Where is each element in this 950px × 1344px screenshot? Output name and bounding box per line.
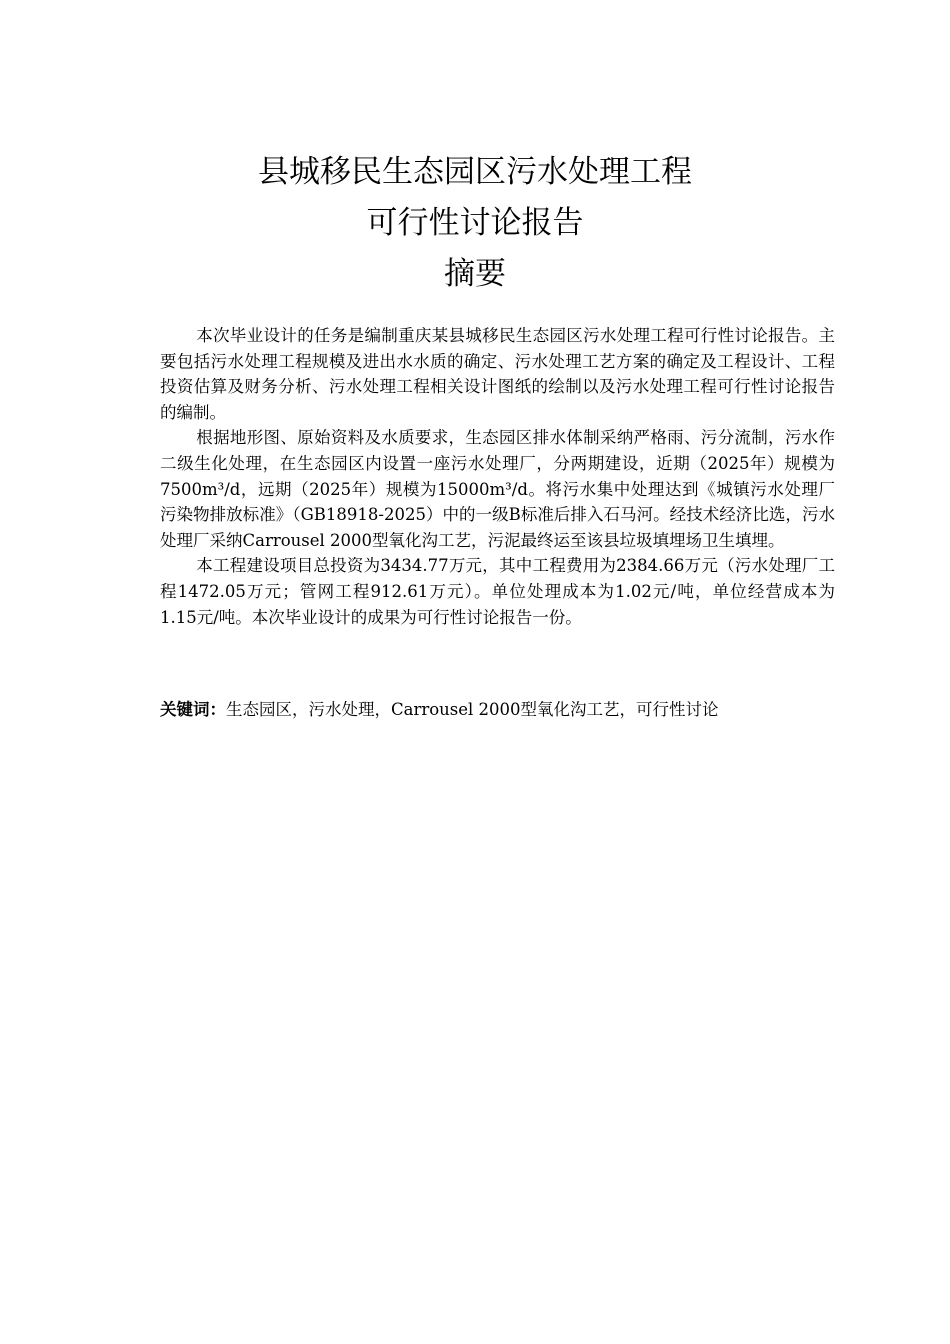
keywords-line [160,697,850,722]
abstract-body [160,323,835,630]
abstract-paragraph: 本工程建设项目总投资为3434.77万元，其中工程费用为2384.66万元（污水处理厂工程1472.05万元；管网工程912.61万元）。单位处理成本为1.02元/吨，单位经营成本为1.15元/吨。本次毕业设计的成果为可行性讨论报告一份。 [160,556,835,627]
keywords-label: 关键词： [160,700,226,719]
abstract-paragraph: 根据地形图、原始资料及水质要求，生态园区排水体制采纳严格雨、污分流制，污水作二级生化处理，在生态园区内设置一座污水处理厂，分两期建设，近期（2025年）规模为7500m³/d，远期（2025年）规模为15000m³/d。将污水集中处理达到《城镇污水处理厂污染物排放标准》（GB18918-2025）中的一级B标准后排入石马河。经技术经济比选，污水处理厂采纳Carrousel 2000型氧化沟工艺，污泥最终运至该县垃圾填埋场卫生填埋。 [160,428,835,550]
abstract-heading: 摘要 [444,256,506,292]
abstract-paragraph: 本次毕业设计的任务是编制重庆某县城移民生态园区污水处理工程可行性讨论报告。主要包括污水处理工程规模及进出水水质的确定、污水处理工艺方案的确定及工程设计、工程投资估算及财务分析、污水处理工程相关设计图纸的绘制以及污水处理工程可行性讨论报告的编制。 [160,326,835,422]
document-title: 县城移民生态园区污水处理工程 [258,154,692,190]
document-subtitle: 可行性讨论报告 [366,205,584,241]
keywords-text: 生态园区，污水处理，Carrousel 2000型氧化沟工艺，可行性讨论 [226,700,719,719]
